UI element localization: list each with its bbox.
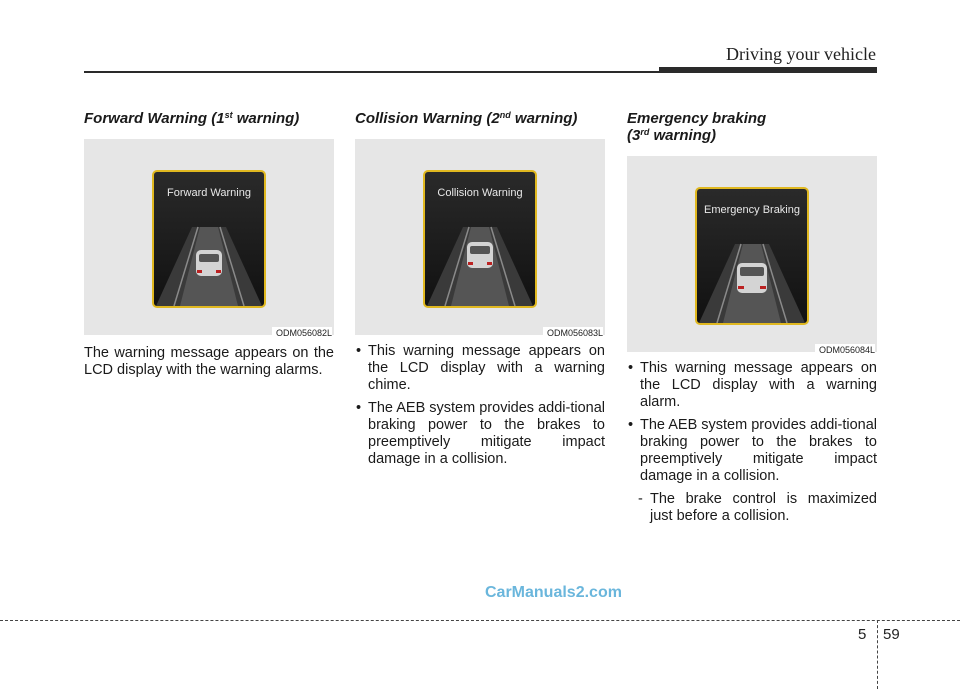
lcd-warning-label: Forward Warning: [167, 187, 251, 199]
sub-item-text: The brake control is maximized just before a collision.: [650, 491, 877, 524]
figure-code: ODM056083L: [543, 327, 603, 338]
header-rule: [84, 71, 659, 73]
section-title: Forward Warning (1st warning): [84, 110, 300, 127]
list-item: • This warning message appears on the LCD display with a warning alarm.: [627, 360, 877, 411]
list-item: • The AEB system provides addi-tional braking power to the brakes to preemptively mitigate impact damage in a collision.: [355, 400, 605, 468]
figure-code: ODM056084L: [815, 344, 875, 355]
body-text: The warning message appears on the LCD display with the warning alarms.: [84, 345, 334, 378]
section-forward-warning: [84, 110, 334, 379]
lcd-display: [695, 187, 809, 325]
figure-emergency-braking: [627, 156, 877, 355]
bullet-list: [355, 343, 605, 468]
header-rule-accent: [659, 67, 877, 73]
figure-code: ODM056082L: [272, 327, 332, 338]
bullet-list: [627, 360, 877, 485]
section-collision-warning: [355, 110, 605, 474]
watermark-link[interactable]: CarManuals2.com: [485, 584, 622, 601]
header-title: Driving your vehicle: [726, 44, 876, 64]
footer-rule: [0, 620, 960, 621]
list-item: • The AEB system provides addi-tional braking power to the brakes to preemptively mitigate impact damage in a collision.: [627, 417, 877, 485]
chapter-number: 5: [858, 626, 867, 643]
figure-forward-warning: [84, 139, 334, 338]
lcd-warning-label: Collision Warning: [437, 187, 523, 199]
sub-item-marker: -: [638, 491, 643, 507]
lcd-warning-label: Emergency Braking: [704, 204, 800, 216]
section-title: Emergency braking (3rd warning): [627, 110, 767, 144]
footer-divider: [877, 620, 878, 689]
list-item: • This warning message appears on the LCD display with a warning chime.: [355, 343, 605, 394]
lcd-display: [152, 170, 266, 308]
lcd-display: [423, 170, 537, 308]
section-emergency-braking: [627, 110, 877, 525]
sub-list-item: [627, 491, 877, 525]
section-title: Collision Warning (2nd warning): [355, 110, 578, 127]
page-number: 59: [883, 626, 900, 643]
figure-collision-warning: [355, 139, 605, 338]
